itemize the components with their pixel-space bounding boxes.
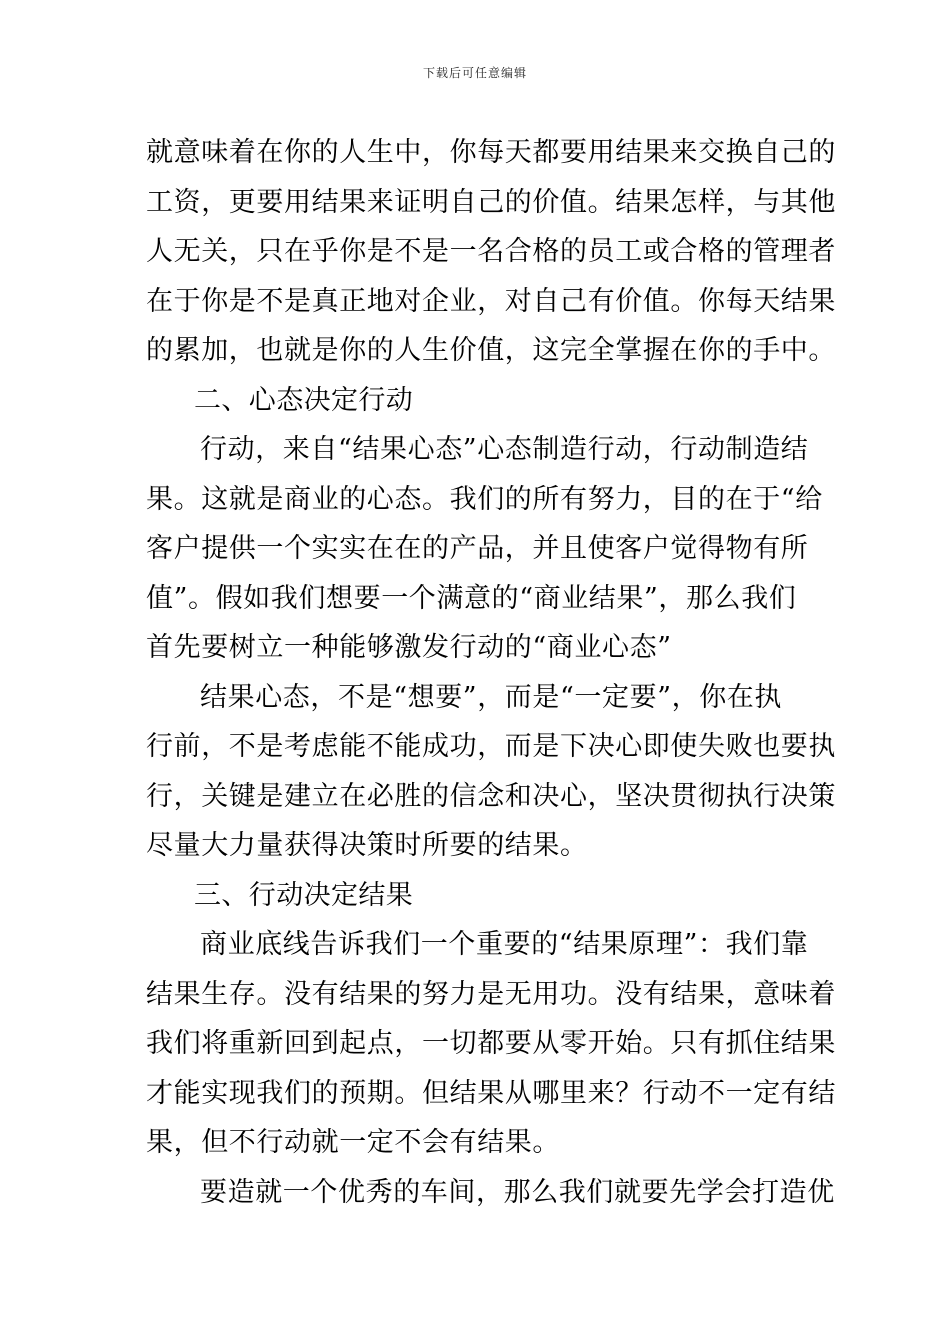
text-line: 结果生存。没有结果的努力是无用功。没有结果，意味着 — [146, 978, 836, 1010]
text-line: 我们将重新回到起点，一切都要从零开始。只有抓住结果 — [146, 1028, 836, 1059]
text-line: 果，但不行动就一定不会有结果。 — [146, 1127, 560, 1158]
text-line: 才能实现我们的预期。但结果从哪里来？行动不一定有结 — [146, 1077, 836, 1109]
text-line: 结果心态，不是“想要”，而是“一定要”，你在执 — [200, 681, 783, 713]
page-header: 下载后可任意编辑 — [422, 66, 527, 80]
text-line: 商业底线告诉我们一个重要的“结果原理”：我们靠 — [200, 929, 809, 960]
text-line: 值”。假如我们想要一个满意的“商业结果”，那么我们 — [146, 582, 797, 614]
text-line: 果。这就是商业的心态。我们的所有努力，目的在于“给 — [146, 483, 823, 515]
text-line: 就意味着在你的人生中，你每天都要用结果来交换自己的 — [146, 137, 836, 168]
text-line: 的累加，也就是你的人生价值，这完全掌握在你的手中。 — [146, 335, 836, 366]
text-line: 客户提供一个实实在在的产品，并且使客户觉得物有所 — [146, 533, 809, 564]
text-line: 首先要树立一种能够激发行动的“商业心态” — [146, 632, 672, 663]
text-line: 工资，更要用结果来证明自己的价值。结果怎样，与其他 — [146, 186, 836, 218]
text-line: 要造就一个优秀的车间，那么我们就要先学会打造优 — [200, 1176, 835, 1208]
text-line: 行前，不是考虑能不能成功，而是下决心即使失败也要执 — [146, 731, 836, 762]
section-heading: 三、行动决定结果 — [194, 879, 414, 911]
text-line: 行动，来自“结果心态”心态制造行动，行动制造结 — [200, 434, 809, 465]
text-line: 人无关，只在乎你是不是一名合格的员工或合格的管理者 — [146, 236, 836, 267]
text-line: 行，关键是建立在必胜的信念和决心，坚决贯彻执行决策 — [146, 780, 836, 812]
text-line: 在于你是不是真正地对企业，对自己有价值。你每天结果 — [146, 285, 836, 317]
document-body — [146, 128, 836, 1217]
section-heading: 二、心态决定行动 — [194, 384, 414, 416]
text-line: 尽量大力量获得决策时所要的结果。 — [146, 830, 588, 861]
